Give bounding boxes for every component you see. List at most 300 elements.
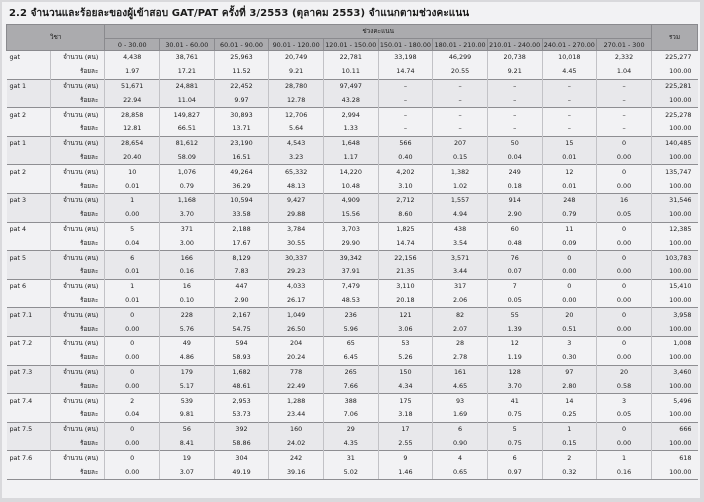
count-cell: 304: [214, 451, 269, 465]
count-cell: 1: [542, 422, 597, 436]
percent-cell: 5.64: [269, 122, 324, 136]
total-cell: 100.00: [651, 465, 697, 479]
count-cell: 49: [160, 336, 215, 350]
percent-cell: 0.40: [378, 151, 433, 165]
count-cell: 0: [597, 222, 652, 236]
total-cell: 100.00: [651, 322, 697, 336]
score-range-header: 90.01 - 120.00: [269, 39, 324, 51]
total-cell: 100.00: [651, 93, 697, 107]
table-row: [7, 437, 698, 451]
count-cell: 2: [105, 394, 160, 408]
table-row: [7, 365, 698, 379]
count-cell: 3,571: [433, 251, 488, 265]
total-cell: 31,546: [651, 193, 697, 207]
percent-cell: 10.11: [323, 65, 378, 79]
percent-cell: 0.16: [160, 265, 215, 279]
percent-cell: 3.70: [160, 208, 215, 222]
count-cell: 20,738: [487, 51, 542, 65]
score-distribution-table: [6, 24, 698, 480]
percent-cell: 0.00: [542, 265, 597, 279]
count-cell: 0: [542, 279, 597, 293]
percent-cell: 0.00: [105, 322, 160, 336]
subject-cell: pat 6: [7, 279, 51, 293]
count-label: จำนวน (คน): [50, 365, 105, 379]
percent-cell: 0.79: [160, 179, 215, 193]
percent-cell: 0.10: [160, 294, 215, 308]
count-cell: 6: [487, 451, 542, 465]
subject-header: วิชา: [7, 25, 105, 51]
percent-cell: 53.73: [214, 408, 269, 422]
document-page: [2, 2, 700, 498]
total-cell: 135,747: [651, 165, 697, 179]
percent-cell: 0.04: [487, 151, 542, 165]
percent-cell: 0.00: [597, 265, 652, 279]
count-cell: 371: [160, 222, 215, 236]
count-cell: 23,190: [214, 136, 269, 150]
percent-cell: 0.04: [105, 408, 160, 422]
percent-cell: 1.46: [378, 465, 433, 479]
table-row: [7, 294, 698, 308]
count-cell: 149,827: [160, 108, 215, 122]
count-cell: 12: [487, 336, 542, 350]
count-cell: –: [378, 79, 433, 93]
percent-label: ร้อยละ: [50, 179, 105, 193]
count-cell: 0: [597, 336, 652, 350]
count-cell: 76: [487, 251, 542, 265]
percent-cell: –: [433, 122, 488, 136]
count-cell: 38,761: [160, 51, 215, 65]
count-cell: 14,220: [323, 165, 378, 179]
percent-cell: 0.30: [542, 351, 597, 365]
subject-cell: gat: [7, 51, 51, 65]
subject-cell: [7, 208, 51, 222]
count-cell: 1: [597, 451, 652, 465]
count-cell: 4: [433, 451, 488, 465]
total-cell: 12,385: [651, 222, 697, 236]
percent-label: ร้อยละ: [50, 65, 105, 79]
percent-label: ร้อยละ: [50, 437, 105, 451]
count-cell: 207: [433, 136, 488, 150]
percent-cell: 1.17: [323, 151, 378, 165]
percent-cell: 26.17: [269, 294, 324, 308]
percent-cell: 0.01: [542, 179, 597, 193]
percent-label: ร้อยละ: [50, 379, 105, 393]
count-cell: 11: [542, 222, 597, 236]
count-cell: 25,963: [214, 51, 269, 65]
table-row: [7, 51, 698, 65]
percent-cell: 5.17: [160, 379, 215, 393]
percent-cell: 23.44: [269, 408, 324, 422]
count-label: จำนวน (คน): [50, 165, 105, 179]
percent-cell: 0.01: [105, 265, 160, 279]
count-cell: 12,706: [269, 108, 324, 122]
table-title: 2.2 จำนวนและร้อยละของผู้เข้าสอบ GAT/PAT ครั้งที่ 3/2553 (ตุลาคม 2553) จำแนกตามช่วงคะแนน: [9, 8, 470, 19]
count-label: จำนวน (คน): [50, 79, 105, 93]
percent-cell: 39.16: [269, 465, 324, 479]
percent-cell: 3.18: [378, 408, 433, 422]
subject-cell: [7, 122, 51, 136]
percent-cell: –: [487, 122, 542, 136]
count-cell: 0: [597, 279, 652, 293]
count-cell: 249: [487, 165, 542, 179]
percent-cell: 2.78: [433, 351, 488, 365]
table-row: [7, 394, 698, 408]
percent-cell: 5.96: [323, 322, 378, 336]
count-cell: –: [487, 79, 542, 93]
count-cell: 438: [433, 222, 488, 236]
count-cell: 0: [542, 251, 597, 265]
count-cell: –: [433, 108, 488, 122]
count-label: จำนวน (คน): [50, 51, 105, 65]
table-row: [7, 308, 698, 322]
total-cell: 140,485: [651, 136, 697, 150]
score-range-group-header: ช่วงคะแนน: [105, 25, 652, 39]
count-cell: 49,264: [214, 165, 269, 179]
table-row: [7, 351, 698, 365]
total-cell: 225,277: [651, 51, 697, 65]
count-cell: 0: [105, 451, 160, 465]
percent-cell: 0.79: [542, 208, 597, 222]
count-cell: 2,167: [214, 308, 269, 322]
percent-cell: 4.94: [433, 208, 488, 222]
count-cell: 65: [323, 336, 378, 350]
table-row: [7, 222, 698, 236]
count-cell: 29: [323, 422, 378, 436]
count-cell: 16: [597, 193, 652, 207]
table-row: [7, 79, 698, 93]
total-cell: 3,958: [651, 308, 697, 322]
count-cell: –: [433, 79, 488, 93]
percent-cell: 2.90: [487, 208, 542, 222]
count-cell: 0: [597, 165, 652, 179]
count-cell: 2,953: [214, 394, 269, 408]
percent-cell: 1.33: [323, 122, 378, 136]
percent-cell: 24.02: [269, 437, 324, 451]
total-cell: 100.00: [651, 437, 697, 451]
count-cell: 161: [433, 365, 488, 379]
count-cell: 128: [487, 365, 542, 379]
percent-cell: 43.28: [323, 93, 378, 107]
percent-cell: 7.66: [323, 379, 378, 393]
count-cell: 50: [487, 136, 542, 150]
count-cell: 0: [105, 422, 160, 436]
percent-cell: 7.06: [323, 408, 378, 422]
count-cell: 4,543: [269, 136, 324, 150]
total-cell: 100.00: [651, 65, 697, 79]
percent-cell: 1.19: [487, 351, 542, 365]
count-cell: 41: [487, 394, 542, 408]
score-range-header: 270.01 - 300: [597, 39, 652, 51]
percent-cell: 0.00: [105, 437, 160, 451]
percent-cell: 8.41: [160, 437, 215, 451]
count-cell: 175: [378, 394, 433, 408]
percent-cell: 1.69: [433, 408, 488, 422]
count-cell: 1,648: [323, 136, 378, 150]
percent-cell: –: [487, 93, 542, 107]
table-row: [7, 136, 698, 150]
table-row: [7, 193, 698, 207]
count-label: จำนวน (คน): [50, 193, 105, 207]
percent-cell: 0.00: [597, 236, 652, 250]
count-cell: 2,332: [597, 51, 652, 65]
count-label: จำนวน (คน): [50, 336, 105, 350]
count-cell: 14: [542, 394, 597, 408]
count-label: จำนวน (คน): [50, 451, 105, 465]
count-cell: 3: [542, 336, 597, 350]
subject-cell: pat 7.5: [7, 422, 51, 436]
percent-cell: 48.53: [323, 294, 378, 308]
percent-cell: 22.94: [105, 93, 160, 107]
percent-cell: 0.09: [542, 236, 597, 250]
count-cell: 28: [433, 336, 488, 350]
count-cell: 9: [378, 451, 433, 465]
count-cell: 594: [214, 336, 269, 350]
count-cell: 0: [597, 422, 652, 436]
percent-cell: 0.32: [542, 465, 597, 479]
percent-cell: 3.06: [378, 322, 433, 336]
percent-cell: 5.76: [160, 322, 215, 336]
count-cell: 6: [433, 422, 488, 436]
subject-cell: [7, 151, 51, 165]
percent-cell: –: [378, 93, 433, 107]
score-range-header: 30.01 - 60.00: [160, 39, 215, 51]
subject-cell: pat 1: [7, 136, 51, 150]
subject-cell: gat 1: [7, 79, 51, 93]
percent-cell: 48.61: [214, 379, 269, 393]
percent-cell: 30.55: [269, 236, 324, 250]
percent-cell: 0.58: [597, 379, 652, 393]
percent-cell: –: [542, 93, 597, 107]
count-cell: 4,909: [323, 193, 378, 207]
count-cell: 150: [378, 365, 433, 379]
percent-cell: 49.19: [214, 465, 269, 479]
percent-cell: 0.05: [597, 408, 652, 422]
count-cell: 82: [433, 308, 488, 322]
total-cell: 1,008: [651, 336, 697, 350]
count-cell: 65,332: [269, 165, 324, 179]
percent-cell: 3.10: [378, 179, 433, 193]
count-cell: 1,049: [269, 308, 324, 322]
percent-cell: 0.16: [597, 465, 652, 479]
percent-cell: 17.67: [214, 236, 269, 250]
subject-cell: [7, 179, 51, 193]
percent-cell: 0.65: [433, 465, 488, 479]
percent-cell: 13.71: [214, 122, 269, 136]
count-cell: 30,337: [269, 251, 324, 265]
total-cell: 5,496: [651, 394, 697, 408]
count-cell: 1,288: [269, 394, 324, 408]
subject-cell: pat 7.2: [7, 336, 51, 350]
count-cell: 4,202: [378, 165, 433, 179]
count-cell: 0: [597, 308, 652, 322]
percent-cell: 3.54: [433, 236, 488, 250]
percent-cell: 36.29: [214, 179, 269, 193]
count-cell: 20: [597, 365, 652, 379]
count-label: จำนวน (คน): [50, 394, 105, 408]
count-cell: 2: [542, 451, 597, 465]
total-cell: 103,783: [651, 251, 697, 265]
subject-cell: [7, 351, 51, 365]
count-cell: 0: [105, 365, 160, 379]
percent-label: ร้อยละ: [50, 351, 105, 365]
count-cell: 388: [323, 394, 378, 408]
total-cell: 100.00: [651, 208, 697, 222]
count-cell: 1,557: [433, 193, 488, 207]
percent-cell: 5.02: [323, 465, 378, 479]
count-cell: 317: [433, 279, 488, 293]
percent-cell: 29.90: [323, 236, 378, 250]
percent-cell: 1.97: [105, 65, 160, 79]
percent-cell: 10.48: [323, 179, 378, 193]
count-cell: 265: [323, 365, 378, 379]
total-cell: 100.00: [651, 351, 697, 365]
count-label: จำนวน (คน): [50, 308, 105, 322]
total-cell: 100.00: [651, 265, 697, 279]
percent-cell: 0.00: [105, 208, 160, 222]
subject-cell: [7, 437, 51, 451]
count-cell: 204: [269, 336, 324, 350]
count-label: จำนวน (คน): [50, 136, 105, 150]
percent-cell: 2.07: [433, 322, 488, 336]
percent-cell: 29.23: [269, 265, 324, 279]
percent-cell: 9.81: [160, 408, 215, 422]
percent-cell: 15.56: [323, 208, 378, 222]
count-cell: 2,712: [378, 193, 433, 207]
percent-cell: 0.07: [487, 265, 542, 279]
percent-cell: 14.74: [378, 236, 433, 250]
subject-cell: [7, 265, 51, 279]
percent-label: ร้อยละ: [50, 294, 105, 308]
subject-cell: [7, 294, 51, 308]
percent-cell: 11.04: [160, 93, 215, 107]
subject-cell: pat 5: [7, 251, 51, 265]
count-cell: 28,780: [269, 79, 324, 93]
table-row: [7, 236, 698, 250]
count-cell: 3,703: [323, 222, 378, 236]
count-cell: 778: [269, 365, 324, 379]
percent-cell: 9.97: [214, 93, 269, 107]
count-cell: 15: [542, 136, 597, 150]
subject-cell: pat 7.6: [7, 451, 51, 465]
total-cell: 100.00: [651, 294, 697, 308]
percent-cell: 21.35: [378, 265, 433, 279]
subject-cell: pat 3: [7, 193, 51, 207]
percent-cell: 4.34: [378, 379, 433, 393]
subject-cell: [7, 379, 51, 393]
percent-label: ร้อยละ: [50, 408, 105, 422]
percent-cell: 3.00: [160, 236, 215, 250]
total-cell: 100.00: [651, 179, 697, 193]
count-cell: 392: [214, 422, 269, 436]
count-cell: 10,018: [542, 51, 597, 65]
table-row: [7, 408, 698, 422]
count-cell: 60: [487, 222, 542, 236]
percent-cell: 0.48: [487, 236, 542, 250]
subject-cell: [7, 408, 51, 422]
percent-cell: –: [433, 93, 488, 107]
score-range-header: 240.01 - 270.00: [543, 40, 595, 49]
count-cell: 914: [487, 193, 542, 207]
subject-cell: pat 4: [7, 222, 51, 236]
count-cell: 81,612: [160, 136, 215, 150]
percent-cell: 0.75: [487, 437, 542, 451]
count-cell: 1,825: [378, 222, 433, 236]
count-cell: 8,129: [214, 251, 269, 265]
count-cell: 0: [105, 308, 160, 322]
percent-cell: 3.07: [160, 465, 215, 479]
subject-cell: [7, 322, 51, 336]
subject-cell: [7, 93, 51, 107]
count-cell: 9,427: [269, 193, 324, 207]
table-row: [7, 165, 698, 179]
count-cell: 22,781: [323, 51, 378, 65]
score-range-header: 120.01 - 150.00: [325, 40, 377, 49]
percent-label: ร้อยละ: [50, 465, 105, 479]
total-cell: 100.00: [651, 151, 697, 165]
count-cell: 1: [105, 279, 160, 293]
score-range-header: 210.01 - 240.00: [489, 40, 541, 49]
score-range-header: 60.01 - 90.00: [214, 39, 269, 51]
table-row: [7, 465, 698, 479]
count-cell: 3,110: [378, 279, 433, 293]
percent-cell: 1.39: [487, 322, 542, 336]
percent-cell: 2.55: [378, 437, 433, 451]
percent-cell: 66.51: [160, 122, 215, 136]
total-cell: 666: [651, 422, 697, 436]
percent-cell: 0.15: [542, 437, 597, 451]
percent-cell: 2.80: [542, 379, 597, 393]
count-cell: 2,188: [214, 222, 269, 236]
count-cell: 166: [160, 251, 215, 265]
subject-cell: pat 7.4: [7, 394, 51, 408]
percent-label: ร้อยละ: [50, 151, 105, 165]
count-label: จำนวน (คน): [50, 222, 105, 236]
table-row: [7, 336, 698, 350]
count-cell: 1,382: [433, 165, 488, 179]
percent-label: ร้อยละ: [50, 322, 105, 336]
score-range-header: 150.01 - 180.00: [379, 40, 431, 49]
percent-cell: –: [597, 93, 652, 107]
total-cell: 15,410: [651, 279, 697, 293]
percent-cell: 2.90: [214, 294, 269, 308]
total-cell: 225,281: [651, 79, 697, 93]
percent-cell: 2.06: [433, 294, 488, 308]
percent-cell: 1.02: [433, 179, 488, 193]
percent-cell: 54.75: [214, 322, 269, 336]
table-row: [7, 279, 698, 293]
total-cell: 225,278: [651, 108, 697, 122]
percent-cell: 6.45: [323, 351, 378, 365]
count-cell: 3: [597, 394, 652, 408]
count-cell: –: [487, 108, 542, 122]
count-cell: 22,452: [214, 79, 269, 93]
count-cell: 17: [378, 422, 433, 436]
percent-cell: 48.13: [269, 179, 324, 193]
subject-cell: [7, 65, 51, 79]
count-cell: 55: [487, 308, 542, 322]
count-cell: 179: [160, 365, 215, 379]
percent-cell: 22.49: [269, 379, 324, 393]
count-cell: 121: [378, 308, 433, 322]
count-cell: 236: [323, 308, 378, 322]
count-cell: 1,076: [160, 165, 215, 179]
percent-cell: 0.18: [487, 179, 542, 193]
percent-cell: 0.00: [542, 294, 597, 308]
percent-cell: 9.21: [269, 65, 324, 79]
count-label: จำนวน (คน): [50, 108, 105, 122]
count-cell: 97,497: [323, 79, 378, 93]
count-cell: –: [597, 79, 652, 93]
